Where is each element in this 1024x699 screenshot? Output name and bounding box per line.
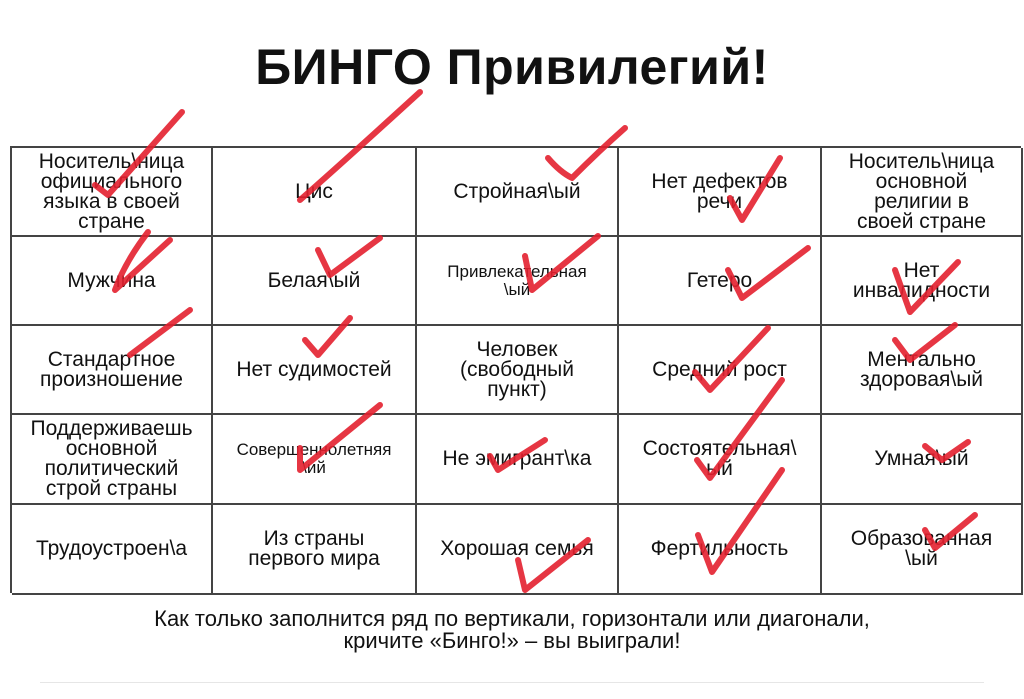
divider <box>40 682 984 683</box>
bingo-grid <box>10 146 1021 593</box>
bingo-cell[interactable]: Поддерживаешь основной политический строй страны <box>12 415 213 505</box>
bingo-cell[interactable]: Цис <box>213 148 417 237</box>
bingo-cell[interactable]: Нет судимостей <box>213 326 417 415</box>
bingo-cell[interactable]: Средний рост <box>619 326 822 415</box>
bingo-cell[interactable]: Белая\ый <box>213 237 417 326</box>
bingo-cell[interactable]: Носитель\ница официального языка в своей стране <box>12 148 213 237</box>
bingo-cell[interactable]: Стройная\ый <box>417 148 619 237</box>
bingo-cell[interactable]: Совершеннолетняя \ий <box>213 415 417 505</box>
bingo-cell[interactable]: Человек (свободный пункт) <box>417 326 619 415</box>
bingo-cell[interactable]: Стандартное произношение <box>12 326 213 415</box>
bingo-cell[interactable]: Носитель\ница основной религии в своей стране <box>822 148 1023 237</box>
page-title: БИНГО Привилегий! <box>255 39 769 95</box>
bingo-cell[interactable]: Умная\ый <box>822 415 1023 505</box>
bingo-cell[interactable]: Состоятельная\ ый <box>619 415 822 505</box>
bingo-cell[interactable]: Из страны первого мира <box>213 505 417 595</box>
bingo-cell[interactable]: Образованная \ый <box>822 505 1023 595</box>
bingo-cell[interactable]: Мужчина <box>12 237 213 326</box>
bingo-cell[interactable]: Хорошая семья <box>417 505 619 595</box>
instructions-text: Как только заполнится ряд по вертикали, горизонтали или диагонали, кричите «Бинго!» – вы выиграли! <box>154 606 870 653</box>
bingo-cell[interactable]: Нет дефектов речи <box>619 148 822 237</box>
bingo-cell[interactable]: Фертильность <box>619 505 822 595</box>
bingo-cell[interactable]: Не эмигрант\ка <box>417 415 619 505</box>
bingo-cell[interactable]: Привлекательная \ый <box>417 237 619 326</box>
bingo-cell[interactable]: Ментально здоровая\ый <box>822 326 1023 415</box>
bingo-cell[interactable]: Гетеро <box>619 237 822 326</box>
bingo-cell[interactable]: Нет инвалидности <box>822 237 1023 326</box>
bingo-cell[interactable]: Трудоустроен\а <box>12 505 213 595</box>
